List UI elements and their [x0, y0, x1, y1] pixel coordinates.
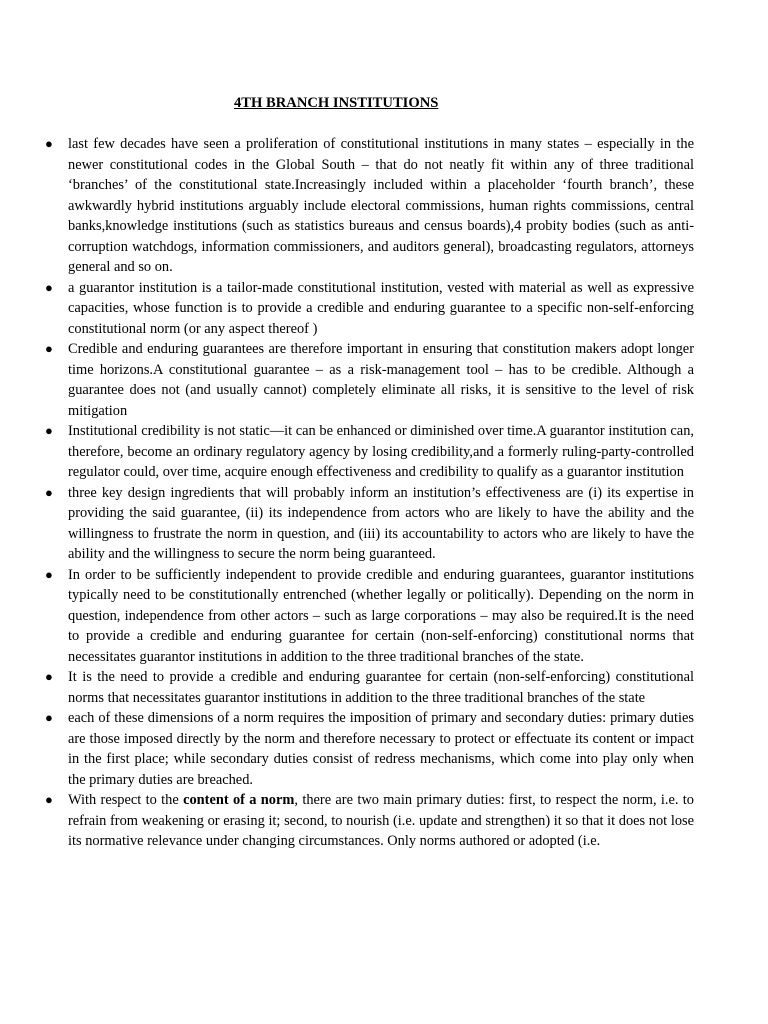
bullet-marker: ●	[45, 279, 53, 295]
bullet-item-4	[0, 421, 768, 483]
bullet-marker: ●	[45, 710, 53, 725]
bullet-text: each of these dimensions of a norm requires the imposition of primary and secondary duties: primary duties are those imposed directly by the norm and therefore necessary to protect or effectuate its content or impact in the first place; while secondary duties consist of redress mechanisms, which come into play only when the primary duties are breached.	[68, 710, 694, 788]
bullet-text: a guarantor institution is a tailor-made constitutional institution, vested with material as well as expressive capacities, whose function is to provide a credible and enduring guarantee to a specific non-self-enforcing constitutional norm (or any aspect thereof )	[68, 279, 694, 337]
bullet-item-7	[0, 667, 768, 708]
bullet-text: three key design ingredients that will probably inform an institution’s effectiveness are (i) its expertise in providing the said guarantee, (ii) its independence from actors who are likely to have the ability and the willingness to frustrate the norm in question, and (iii) its accountability to actors who are likely to have the ability and the willingness to secure the norm being guaranteed.	[68, 484, 694, 562]
bullet-text-rest: , there are two main primary duties: first, to respect the norm, i.e. to refrain from weakening or erasing it; second, to nourish (i.e. update and strengthen) it so that it does not lose its normative relevance under changing circumstances. Only norms authored or adopted (i.e.	[68, 792, 694, 849]
bullet-text: last few decades have seen a proliferation of constitutional institutions in many states – especially in the newer constitutional codes in the Global South – that do not neatly fit within any of three traditional ‘branches’ of the constitutional state.Increasingly included within a placeholder ‘fourth branch’, these awkwardly hybrid institutions arguably include electoral commissions, human rights commissions, central banks,knowledge institutions (such as statistics bureaus and census boards),4 probity bodies (such as anti-corruption watchdogs, information commissioners, and auditors general), broadcasting regulators, attorneys general and so on.	[68, 136, 694, 275]
bullet-text	[68, 790, 694, 852]
bullet-item-2	[0, 278, 768, 340]
bold-phrase-content-of-a-norm: content of a norm	[183, 792, 295, 808]
bullet-marker: ●	[45, 423, 53, 438]
bullet-marker: ●	[45, 484, 53, 500]
bullet-text: In order to be sufficiently independent to provide credible and enduring guarantees, guarantor institutions typically need to be constitutionally entrenched (whether legally or politically). Depending on the norm in question, independence from other actors – such as large corporations – may also be required.It is the need to provide a credible and enduring guarantee for certain (non-self-enforcing) constitutional norms that necessitates guarantor institutions in addition to the three traditional branches of the state.	[68, 566, 694, 665]
bullet-item-5	[0, 483, 768, 565]
bullet-marker: ●	[45, 566, 53, 582]
bullet-item-8	[0, 708, 768, 790]
bullet-item-6	[0, 565, 768, 668]
bullet-text: Credible and enduring guarantees are therefore important in ensuring that constitution makers adopt longer time horizons.A constitutional guarantee – as a risk-management tool – has to be credible. Although a guarantee does not (and usually cannot) completely eliminate all risks, it is sensitive to the level of risk mitigation	[68, 341, 694, 419]
bullet-marker: ●	[45, 341, 53, 356]
bullet-marker: ●	[45, 669, 53, 684]
bullet-list	[0, 134, 768, 852]
bullet-text-lead: With respect to the	[68, 792, 184, 808]
bullet-text: It is the need to provide a credible and enduring guarantee for certain (non-self-enforcing) constitutional norms that necessitates guarantor institutions in addition to the three traditional branches of the state	[68, 669, 694, 706]
bullet-marker: ●	[45, 136, 53, 151]
bullet-text: Institutional credibility is not static—it can be enhanced or diminished over time.A guarantor institution can, therefore, become an ordinary regulatory agency by losing credibility,and a formerly ruling-party-controlled regulator could, over time, acquire enough effectiveness and credibility to qualify as a guarantor institution	[68, 423, 694, 480]
bullet-item-9	[0, 790, 768, 852]
document-title: 4TH BRANCH INSTITUTIONS	[234, 95, 439, 111]
bullet-item-1	[0, 134, 768, 278]
bullet-item-3	[0, 339, 768, 421]
bullet-marker: ●	[45, 792, 53, 807]
